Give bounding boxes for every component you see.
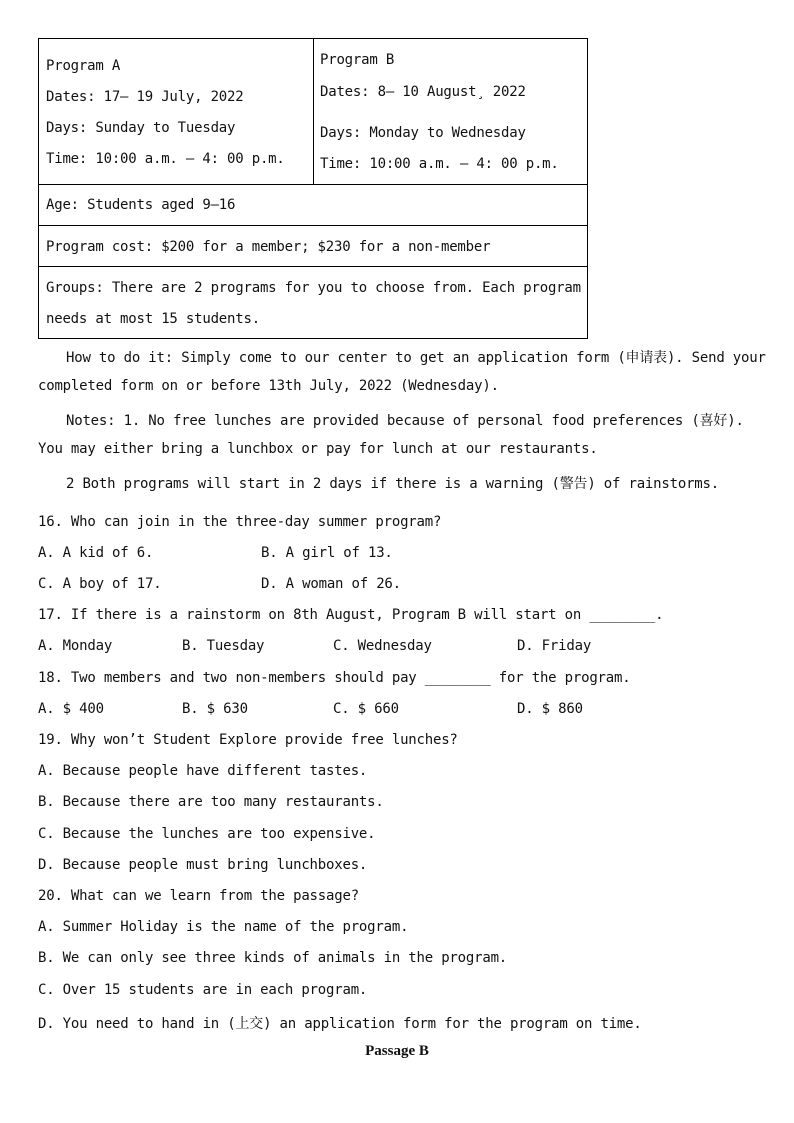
q20-option-b: B. We can only see three kinds of animals in the program. (38, 950, 508, 966)
passage-b-heading: Passage B (365, 1043, 429, 1059)
q19-option-c: C. Because the lunches are too expensive. (38, 826, 376, 842)
cost-text: Program cost: $200 for a member; $230 for a non-member (46, 239, 491, 255)
q18-option-a: A. $ 400 (38, 701, 104, 717)
table-row-groups (39, 267, 587, 339)
notes-line1: Notes: 1. No free lunches are provided because of personal food preferences (喜好). (66, 413, 744, 429)
q18-option-d: D. $ 860 (517, 701, 583, 717)
groups-text-line1: Groups: There are 2 programs for you to choose from. Each program (46, 280, 581, 296)
q16-option-d: D. A woman of 26. (261, 576, 401, 592)
program-a-cell (39, 39, 314, 184)
program-b-title: Program B (320, 52, 395, 68)
q17-option-a: A. Monday (38, 638, 113, 654)
q17-option-b: B. Tuesday (182, 638, 265, 654)
table-row-cost (39, 226, 587, 267)
q16-option-c: C. A boy of 17. (38, 576, 162, 592)
q19-option-d: D. Because people must bring lunchboxes. (38, 857, 368, 873)
how-to-line2: completed form on or before 13th July, 2022 (Wednesday). (38, 378, 499, 394)
table-row-programs (39, 39, 587, 185)
how-to-line1: How to do it: Simply come to our center to get an application form (申请表). Send your (66, 350, 766, 366)
question-17: 17. If there is a rainstorm on 8th August, Program B will start on ________. (38, 607, 664, 623)
table-row-age (39, 185, 587, 226)
program-b-dates: Dates: 8— 10 August¸ 2022 (320, 84, 526, 100)
program-a-dates: Dates: 17— 19 July, 2022 (46, 89, 244, 105)
program-b-days: Days: Monday to Wednesday (320, 125, 526, 141)
q18-option-b: B. $ 630 (182, 701, 248, 717)
question-19: 19. Why won’t Student Explore provide free lunches? (38, 732, 458, 748)
q19-option-b: B. Because there are too many restaurants. (38, 794, 384, 810)
q19-option-a: A. Because people have different tastes. (38, 763, 368, 779)
q18-option-c: C. $ 660 (333, 701, 399, 717)
program-b-time: Time: 10:00 a.m. — 4: 00 p.m. (320, 156, 559, 172)
question-16: 16. Who can join in the three-day summer program? (38, 514, 442, 530)
groups-text-line2: needs at most 15 students. (46, 311, 260, 327)
program-table (38, 38, 588, 339)
question-20: 20. What can we learn from the passage? (38, 888, 359, 904)
program-a-title: Program A (46, 58, 121, 74)
q16-option-b: B. A girl of 13. (261, 545, 393, 561)
q17-option-c: C. Wednesday (333, 638, 432, 654)
q20-option-a: A. Summer Holiday is the name of the program. (38, 919, 409, 935)
q17-option-d: D. Friday (517, 638, 592, 654)
notes-line3: 2 Both programs will start in 2 days if there is a warning (警告) of rainstorms. (66, 476, 719, 492)
q20-option-d: D. You need to hand in (上交) an application form for the program on time. (38, 1016, 642, 1032)
program-b-cell (314, 39, 587, 184)
program-a-time: Time: 10:00 a.m. — 4: 00 p.m. (46, 151, 285, 167)
q20-option-c: C. Over 15 students are in each program. (38, 982, 368, 998)
q16-option-a: A. A kid of 6. (38, 545, 154, 561)
question-18: 18. Two members and two non-members should pay ________ for the program. (38, 670, 631, 686)
age-text: Age: Students aged 9—16 (46, 197, 236, 213)
program-a-days: Days: Sunday to Tuesday (46, 120, 236, 136)
notes-line2: You may either bring a lunchbox or pay for lunch at our restaurants. (38, 441, 598, 457)
